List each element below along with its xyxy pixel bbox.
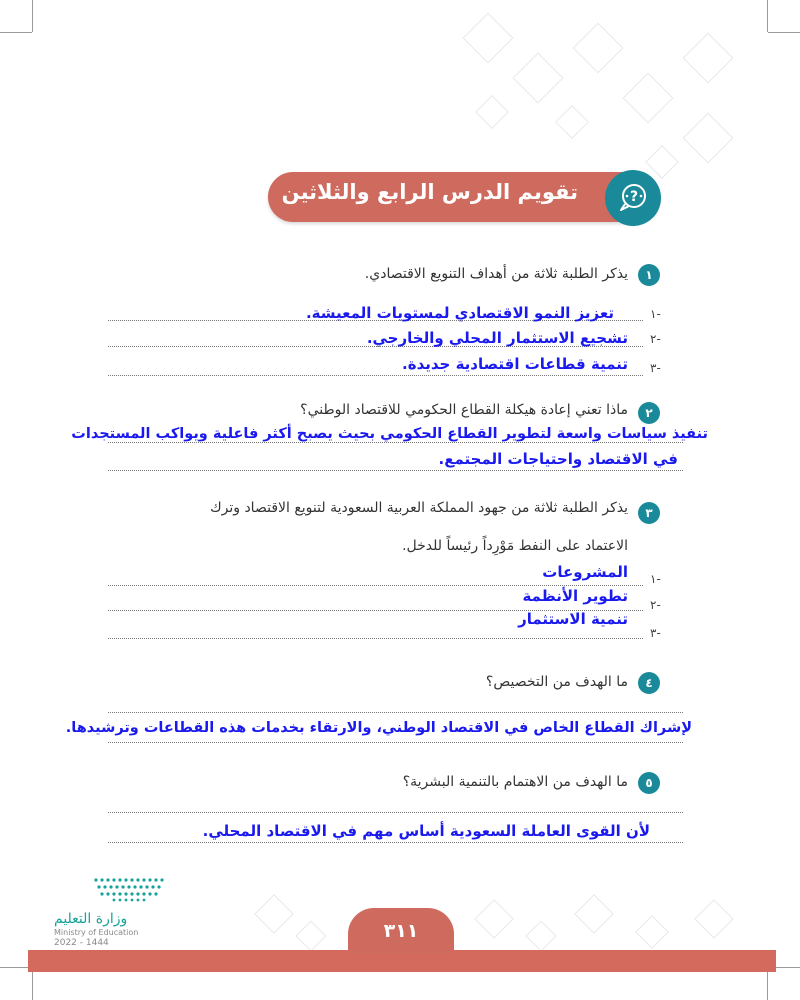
answer-text: تنمية قطاعات اقتصادية جديدة. [402,355,628,373]
question-text: الاعتماد على النفط مَوْرِداً رئيساً للدخل. [402,538,628,554]
answer-text: تنفيذ سياسات واسعة لتطوير القطاع الحكومي بحيث يصبح أكثر فاعلية ويواكب المستجدات [71,426,708,442]
line-number: -٣ [650,626,661,640]
answer-line [108,375,643,376]
banner-icon-badge [605,170,661,226]
crop-mark [767,968,768,1000]
question-text: ما الهدف من الاهتمام بالتنمية البشرية؟ [402,774,628,790]
question-text: يذكر الطلبة ثلاثة من جهود المملكة العربية السعودية لتنويع الاقتصاد وترك [210,500,628,516]
answer-text: تعزيز النمو الاقتصادي لمستويات المعيشة. [305,304,614,322]
answer-text: في الاقتصاد واحتياجات المجتمع. [438,450,678,468]
crop-mark [32,968,33,1000]
question-text: ما الهدف من التخصيص؟ [485,674,628,690]
question-number: ٢ [638,402,660,424]
crop-mark [768,32,800,33]
answer-line [108,638,643,639]
line-number: -٢ [650,332,661,346]
answer-text: لإشراك القطاع الخاص في الاقتصاد الوطني، والارتقاء بخدمات هذه القطاعات وترشيدها. [65,720,692,736]
question-number: ٥ [638,772,660,794]
page-number: ٣١١ [348,908,454,954]
crop-mark [0,32,32,33]
answer-line [108,742,683,743]
answer-line [108,470,683,471]
ministry-name-en: Ministry of Education [54,928,139,937]
answer-line [108,842,683,843]
crop-mark [767,0,768,32]
question-bubble-icon [616,181,650,215]
ministry-name-ar: وزارة التعليم [54,911,128,927]
answer-text: تشجيع الاستثمار المحلي والخارجي. [366,329,628,347]
question-text: يذكر الطلبة ثلاثة من أهداف التنويع الاقتصادي. [364,266,628,282]
answer-line [108,442,683,443]
page-title: تقويم الدرس الرابع والثلاثين [281,180,578,204]
question-number: ٤ [638,672,660,694]
answer-line [108,585,643,586]
line-number: -٢ [650,598,661,612]
question-text: ماذا تعني إعادة هيكلة القطاع الحكومي للاقتصاد الوطني؟ [300,402,628,418]
answer-text: تنمية الاستثمار [518,610,628,628]
svg-text:?: ? [629,189,639,205]
crop-mark [32,0,33,32]
question-number: ١ [638,264,660,286]
line-number: -١ [650,307,661,321]
answer-text: تطوير الأنظمة [522,587,628,605]
answer-text: المشروعات [542,563,628,581]
answer-text: لأن القوى العاملة السعودية أساس مهم في الاقتصاد المحلي. [202,822,650,840]
edition-year: 2022 - 1444 [54,938,109,948]
line-number: -١ [650,572,661,586]
answer-line [108,812,683,813]
ministry-logo-icon [92,876,168,902]
question-number: ٣ [638,502,660,524]
line-number: -٣ [650,361,661,375]
answer-line [108,712,683,713]
